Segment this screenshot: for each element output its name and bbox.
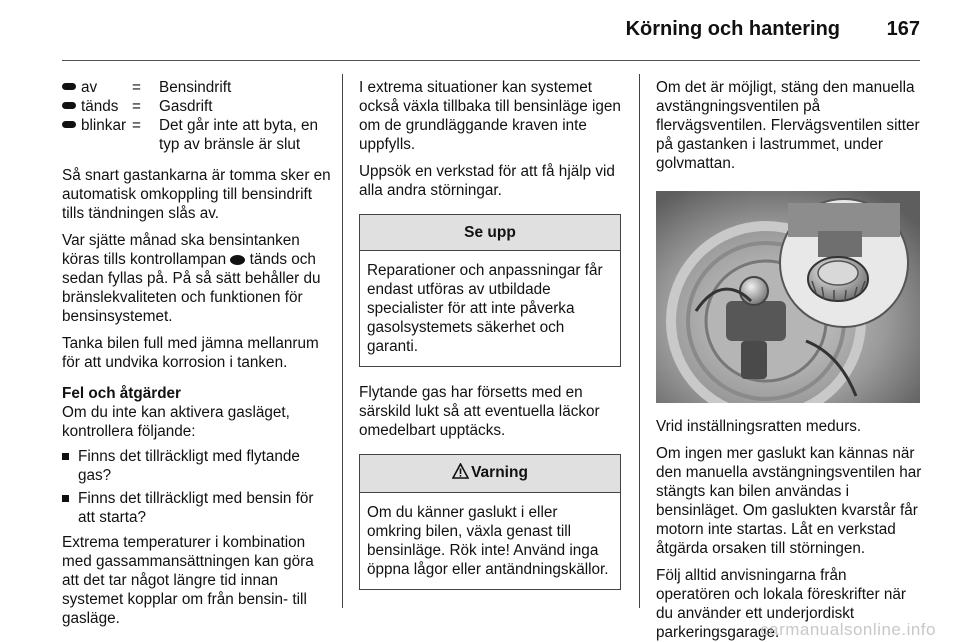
warning-triangle-icon xyxy=(452,463,469,484)
bullet-square-icon xyxy=(62,453,69,460)
column-divider xyxy=(342,74,343,608)
lamp-indicator-icon xyxy=(62,121,76,128)
lamp-state: tänds xyxy=(81,98,119,115)
header-rule xyxy=(62,60,920,61)
page-title: Körning och hantering xyxy=(625,18,840,40)
lamp-state: blinkar xyxy=(81,117,127,134)
equals-sign: = xyxy=(132,79,141,96)
valve-photo xyxy=(656,191,920,403)
warning-title: Varning xyxy=(471,464,528,481)
bullet-square-icon xyxy=(62,495,69,502)
paragraph: I extrema situationer kan systemet också växla tillbaka till bensinläge igen om de grundläggande kraven inte uppfylls. xyxy=(359,79,621,153)
warning-box xyxy=(359,454,621,590)
lamp-status-table xyxy=(62,78,332,154)
equals-sign: = xyxy=(132,98,141,115)
paragraph: Om ingen mer gaslukt kan kännas när den manuella avstängningsventilen har stängts kan bilen användas i bensinläget. Om gaslukten kvarstår får motorn inte startas. Låt en verkstad åtgärda orsaken till störningen. xyxy=(656,445,922,557)
column-1 xyxy=(62,78,332,636)
page-number: 167 xyxy=(886,18,920,40)
lamp-row xyxy=(62,97,332,116)
caution-body: Reparationer och anpassningar får endast utföras av utbildade specialister för att inte påverka gasolsystemets säkerhet och garanti. xyxy=(367,262,603,355)
list-item: Finns det tillräckligt med bensin för att starta? xyxy=(62,489,332,527)
paragraph: Tanka bilen full med jämna mellanrum för att undvika korrosion i tanken. xyxy=(62,335,319,371)
lamp-state: av xyxy=(81,79,98,96)
lamp-meaning: Det går inte att byta, en typ av bränsle är slut xyxy=(159,117,319,153)
paragraph: Så snart gastankarna är tomma sker en automatisk omkoppling till bensindrift tills tändningen slås av. xyxy=(62,167,331,222)
list-item: Finns det tillräckligt med flytande gas? xyxy=(62,447,332,485)
paragraph: Om det är möjligt, stäng den manuella avstängningsventilen på flervägsventilen. Flervägsventilen sitter på gastanken i lastrummet, under golvmattan. xyxy=(656,79,920,172)
warning-header xyxy=(360,455,620,493)
paragraph: Vrid inställningsratten medurs. xyxy=(656,418,862,435)
column-2 xyxy=(359,78,621,606)
paragraph: Uppsök en verkstad för att få hjälp vid alla andra störningar. xyxy=(359,163,615,199)
control-lamp-icon xyxy=(230,255,245,265)
lamp-meaning: Gasdrift xyxy=(159,98,213,115)
lamp-meaning: Bensindrift xyxy=(159,79,232,96)
lamp-row xyxy=(62,116,332,154)
paragraph: Var sjätte månad ska bensintanken köras tills kontrollampan tänds och sedan fyllas på. På så sätt behåller du bränslekvaliteten och funktionen för bensinsystemet. xyxy=(62,232,321,325)
equals-sign: = xyxy=(132,117,141,134)
watermark: carmanualsonline.info xyxy=(760,620,936,639)
lamp-indicator-icon xyxy=(62,102,76,109)
column-divider xyxy=(639,74,640,608)
warning-body: Om du känner gaslukt i eller omkring bilen, växla genast till bensinläge. Rök inte! Använd inga öppna lågor eller antändningskällor. xyxy=(367,504,609,578)
paragraph: Om du inte kan aktivera gasläget, kontrollera följande: xyxy=(62,404,290,440)
caution-title: Se upp xyxy=(360,215,620,251)
caution-box xyxy=(359,214,621,367)
paragraph: Följ alltid anvisningarna från operatören och lokala föreskrifter när du använder ett underjordiskt parkeringsgarage. xyxy=(656,567,906,641)
section-heading: Fel och åtgärder xyxy=(62,385,182,402)
paragraph: Flytande gas har försetts med en särskild lukt så att eventuella läckor omedelbart upptäcks. xyxy=(359,384,600,439)
paragraph: Extrema temperaturer i kombination med gassammansättningen kan göra att det tar något längre tid innan systemet kopplar om från bensin- till gasläge. xyxy=(62,534,314,627)
column-3 xyxy=(656,78,922,642)
lamp-row xyxy=(62,78,332,97)
lamp-indicator-icon xyxy=(62,83,76,90)
